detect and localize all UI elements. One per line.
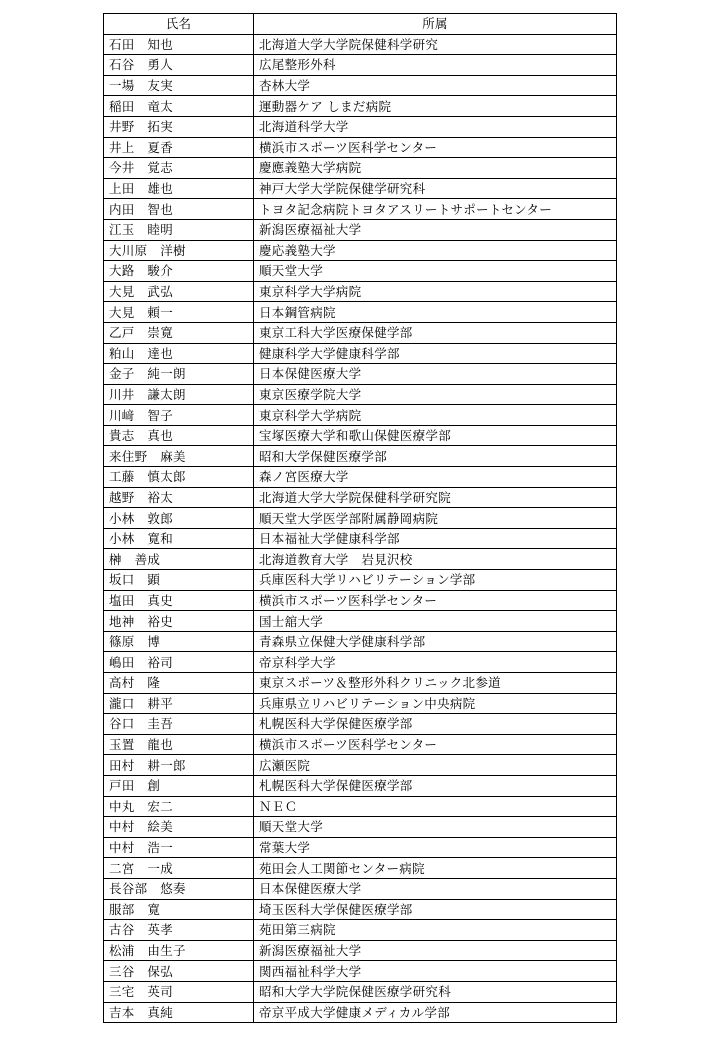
member-affiliation-cell: 東京工科大学医療保健学部: [254, 322, 617, 343]
member-affiliation-cell: 帝京科学大学: [254, 652, 617, 673]
member-name-cell: 二宮 一成: [104, 858, 254, 879]
member-name-cell: 粕山 達也: [104, 343, 254, 364]
table-row: [104, 755, 617, 776]
table-row: [104, 487, 617, 508]
member-affiliation-cell: 杏林大学: [254, 75, 617, 96]
table-row: [104, 158, 617, 179]
member-name-cell: 越野 裕太: [104, 487, 254, 508]
table-row: [104, 673, 617, 694]
member-name-cell: 瀧口 耕平: [104, 693, 254, 714]
table-row: [104, 899, 617, 920]
table-row: [104, 878, 617, 899]
member-affiliation-cell: 常葉大学: [254, 837, 617, 858]
member-affiliation-cell: 埼玉医科大学保健医療学部: [254, 899, 617, 920]
table-row: [104, 570, 617, 591]
member-affiliation-cell: 順天堂大学: [254, 261, 617, 282]
table-row: [104, 693, 617, 714]
member-affiliation-cell: 順天堂大学医学部附属静岡病院: [254, 508, 617, 529]
table-row: [104, 590, 617, 611]
member-name-cell: 嶋田 裕司: [104, 652, 254, 673]
member-name-cell: 古谷 英孝: [104, 920, 254, 941]
table-row: [104, 137, 617, 158]
table-row: [104, 34, 617, 55]
table-row: [104, 652, 617, 673]
member-name-cell: 小林 敦郎: [104, 508, 254, 529]
table-row: [104, 714, 617, 735]
member-affiliation-cell: 兵庫県立リハビリテーション中央病院: [254, 693, 617, 714]
member-name-cell: 地神 裕史: [104, 611, 254, 632]
member-table-body: [104, 34, 617, 1023]
header-row: [104, 14, 617, 35]
member-affiliation-cell: 日本保健医療大学: [254, 364, 617, 385]
member-name-cell: 谷口 圭吾: [104, 714, 254, 735]
member-name-cell: 小林 寛和: [104, 528, 254, 549]
member-affiliation-cell: ＮＥＣ: [254, 796, 617, 817]
member-affiliation-cell: 札幌医科大学保健医療学部: [254, 775, 617, 796]
table-row: [104, 261, 617, 282]
member-name-cell: 井野 拓実: [104, 116, 254, 137]
member-affiliation-cell: 関西福祉科学大学: [254, 961, 617, 982]
member-name-cell: 中丸 宏二: [104, 796, 254, 817]
name-column-header: 氏名: [104, 14, 254, 35]
member-affiliation-cell: 東京科学大学病院: [254, 405, 617, 426]
table-row: [104, 219, 617, 240]
member-affiliation-cell: 宝塚医療大学和歌山保健医療学部: [254, 425, 617, 446]
member-name-cell: 三宅 英司: [104, 981, 254, 1002]
table-row: [104, 775, 617, 796]
member-name-cell: 来住野 麻美: [104, 446, 254, 467]
member-name-cell: 三谷 保弘: [104, 961, 254, 982]
table-row: [104, 178, 617, 199]
member-name-cell: 坂口 顕: [104, 570, 254, 591]
member-affiliation-cell: 健康科学大学健康科学部: [254, 343, 617, 364]
table-row: [104, 405, 617, 426]
member-name-cell: 田村 耕一郎: [104, 755, 254, 776]
member-name-cell: 貴志 真也: [104, 425, 254, 446]
member-affiliation-cell: 慶応義塾大学: [254, 240, 617, 261]
member-affiliation-cell: 日本福祉大学健康科学部: [254, 528, 617, 549]
member-name-cell: 中村 浩一: [104, 837, 254, 858]
member-name-cell: 川井 謙太朗: [104, 384, 254, 405]
member-affiliation-cell: 神戸大学大学院保健学研究科: [254, 178, 617, 199]
member-name-cell: 高村 隆: [104, 673, 254, 694]
member-affiliation-cell: 広瀬医院: [254, 755, 617, 776]
member-affiliation-cell: 日本保健医療大学: [254, 878, 617, 899]
member-affiliation-cell: 苑田第三病院: [254, 920, 617, 941]
member-name-cell: 玉置 龍也: [104, 734, 254, 755]
member-name-cell: 大見 武弘: [104, 281, 254, 302]
table-row: [104, 528, 617, 549]
member-affiliation-cell: 国士舘大学: [254, 611, 617, 632]
table-row: [104, 55, 617, 76]
table-row: [104, 508, 617, 529]
table-row: [104, 817, 617, 838]
member-affiliation-cell: 東京スポーツ＆整形外科クリニック北参道: [254, 673, 617, 694]
table-row: [104, 920, 617, 941]
member-name-cell: 大路 駿介: [104, 261, 254, 282]
member-name-cell: 乙戸 崇寛: [104, 322, 254, 343]
member-affiliation-cell: 東京医療学院大学: [254, 384, 617, 405]
table-row: [104, 467, 617, 488]
member-name-cell: 川﨑 智子: [104, 405, 254, 426]
member-affiliation-cell: 森ノ宮医療大学: [254, 467, 617, 488]
member-name-cell: 塩田 真史: [104, 590, 254, 611]
table-row: [104, 611, 617, 632]
member-affiliation-cell: 順天堂大学: [254, 817, 617, 838]
member-name-cell: 一場 友実: [104, 75, 254, 96]
table-row: [104, 1002, 617, 1023]
member-affiliation-cell: トヨタ記念病院トヨタアスリートサポートセンター: [254, 199, 617, 220]
member-name-cell: 中村 絵美: [104, 817, 254, 838]
member-name-cell: 金子 純一朗: [104, 364, 254, 385]
table-row: [104, 116, 617, 137]
member-name-cell: 井上 夏香: [104, 137, 254, 158]
table-row: [104, 796, 617, 817]
member-affiliation-cell: 北海道教育大学 岩見沢校: [254, 549, 617, 570]
table-row: [104, 364, 617, 385]
member-affiliation-cell: 慶應義塾大学病院: [254, 158, 617, 179]
member-name-cell: 稲田 竜太: [104, 96, 254, 117]
table-row: [104, 837, 617, 858]
member-affiliation-cell: 広尾整形外科: [254, 55, 617, 76]
table-row: [104, 96, 617, 117]
member-affiliation-cell: 東京科学大学病院: [254, 281, 617, 302]
member-name-cell: 江玉 睦明: [104, 219, 254, 240]
table-row: [104, 425, 617, 446]
member-name-cell: 上田 雄也: [104, 178, 254, 199]
member-affiliation-cell: 運動器ケア しまだ病院: [254, 96, 617, 117]
member-name-cell: 内田 智也: [104, 199, 254, 220]
member-affiliation-cell: 日本鋼管病院: [254, 302, 617, 323]
table-row: [104, 961, 617, 982]
table-row: [104, 75, 617, 96]
member-name-cell: 大見 頼一: [104, 302, 254, 323]
table-row: [104, 631, 617, 652]
member-table: [103, 13, 617, 1023]
member-affiliation-cell: 苑田会人工関節センター病院: [254, 858, 617, 879]
member-name-cell: 石田 知也: [104, 34, 254, 55]
member-affiliation-cell: 北海道大学大学院保健科学研究院: [254, 487, 617, 508]
member-name-cell: 石谷 勇人: [104, 55, 254, 76]
table-row: [104, 940, 617, 961]
table-row: [104, 549, 617, 570]
table-row: [104, 734, 617, 755]
table-row: [104, 281, 617, 302]
table-row: [104, 981, 617, 1002]
member-affiliation-cell: 北海道科学大学: [254, 116, 617, 137]
member-name-cell: 戸田 創: [104, 775, 254, 796]
member-name-cell: 長谷部 悠奏: [104, 878, 254, 899]
table-row: [104, 199, 617, 220]
table-row: [104, 446, 617, 467]
member-affiliation-cell: 青森県立保健大学健康科学部: [254, 631, 617, 652]
table-row: [104, 240, 617, 261]
table-row: [104, 343, 617, 364]
affiliation-column-header: 所属: [254, 14, 617, 35]
table-row: [104, 858, 617, 879]
member-name-cell: 大川原 洋樹: [104, 240, 254, 261]
table-row: [104, 302, 617, 323]
table-row: [104, 322, 617, 343]
member-name-cell: 服部 寛: [104, 899, 254, 920]
member-affiliation-cell: 兵庫医科大学リハビリテーション学部: [254, 570, 617, 591]
member-affiliation-cell: 横浜市スポーツ医科学センター: [254, 734, 617, 755]
member-name-cell: 工藤 慎太郎: [104, 467, 254, 488]
member-name-cell: 松浦 由生子: [104, 940, 254, 961]
member-affiliation-cell: 新潟医療福祉大学: [254, 219, 617, 240]
member-affiliation-cell: 新潟医療福祉大学: [254, 940, 617, 961]
member-affiliation-cell: 横浜市スポーツ医科学センター: [254, 137, 617, 158]
member-name-cell: 今井 覚志: [104, 158, 254, 179]
table-row: [104, 384, 617, 405]
member-affiliation-cell: 帝京平成大学健康メディカル学部: [254, 1002, 617, 1023]
member-affiliation-cell: 横浜市スポーツ医科学センター: [254, 590, 617, 611]
member-name-cell: 榊 善成: [104, 549, 254, 570]
member-affiliation-cell: 昭和大学大学院保健医療学研究科: [254, 981, 617, 1002]
member-affiliation-cell: 昭和大学保健医療学部: [254, 446, 617, 467]
member-name-cell: 篠原 博: [104, 631, 254, 652]
member-affiliation-cell: 北海道大学大学院保健科学研究: [254, 34, 617, 55]
member-name-cell: 吉本 真純: [104, 1002, 254, 1023]
member-affiliation-cell: 札幌医科大学保健医療学部: [254, 714, 617, 735]
